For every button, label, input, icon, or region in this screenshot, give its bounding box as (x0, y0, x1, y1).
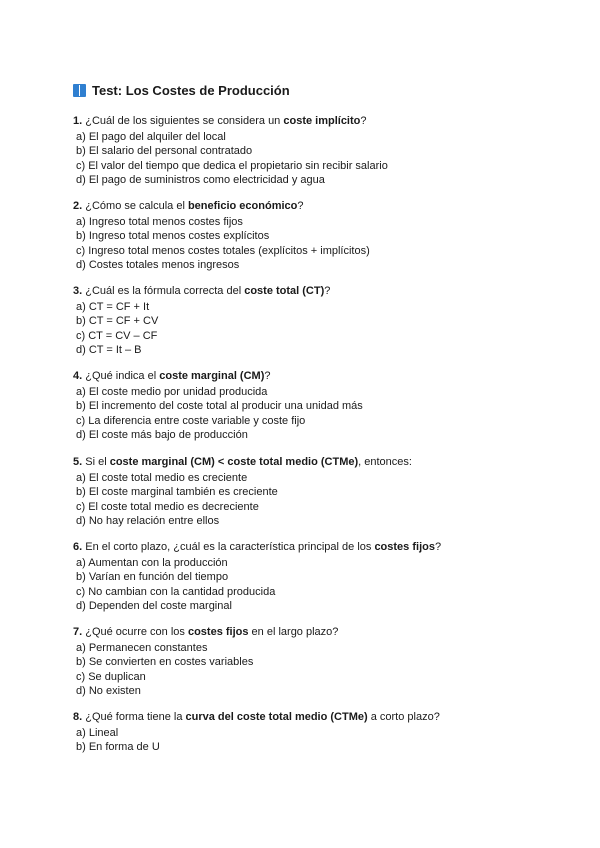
question-6 (73, 540, 573, 614)
question-text: Si el (82, 456, 110, 468)
question-number: 6. (73, 541, 83, 553)
question-text-end: , entonces: (358, 456, 412, 468)
test-title (73, 83, 290, 98)
question-5 (73, 455, 573, 529)
question-stem (73, 284, 573, 299)
question-text: En el corto plazo, ¿cuál es la característica principal de los (82, 541, 375, 553)
question-keyterm: coste marginal (CM) < coste total medio (CTMe) (109, 456, 359, 468)
question-number: 1. (73, 115, 83, 127)
question-number: 3. (73, 285, 83, 297)
option-d[interactable]: d) No hay relación entre ellos (76, 515, 220, 528)
question-text: ¿Cuál de los siguientes se considera un (82, 115, 284, 127)
question-keyterm: beneficio económico (187, 200, 298, 212)
question-3 (73, 284, 573, 358)
option-b[interactable]: b) En forma de U (76, 741, 160, 754)
question-keyterm: coste total (CT) (244, 285, 325, 297)
question-stem (73, 710, 573, 725)
question-number: 7. (73, 626, 83, 638)
option-d[interactable]: d) El pago de suministros como electricidad y agua (76, 174, 325, 187)
option-b[interactable]: b) Se convierten en costes variables (76, 656, 254, 669)
question-text-end: en el largo plazo? (248, 626, 339, 638)
question-text-end: ? (324, 285, 331, 297)
test-title-text: Test: Los Costes de Producción (92, 83, 290, 98)
option-a[interactable]: a) El pago del alquiler del local (76, 130, 226, 143)
question-stem (73, 369, 573, 384)
question-text: ¿Qué forma tiene la (82, 711, 186, 723)
question-keyterm: costes fijos (187, 626, 249, 638)
question-stem (73, 114, 573, 129)
question-4 (73, 369, 573, 443)
option-c[interactable]: c) La diferencia entre coste variable y coste fijo (76, 414, 306, 427)
book-icon (73, 84, 86, 97)
question-stem (73, 455, 573, 470)
question-number: 8. (73, 711, 83, 723)
option-c[interactable]: c) No cambian con la cantidad producida (76, 585, 276, 598)
question-stem (73, 199, 573, 214)
option-c[interactable]: c) El coste total medio es decreciente (76, 500, 259, 513)
option-c[interactable]: c) Ingreso total menos costes totales (explícitos + implícitos) (76, 244, 370, 257)
option-d[interactable]: d) CT = It – B (76, 344, 142, 357)
option-b[interactable]: b) Ingreso total menos costes explícitos (76, 230, 270, 243)
question-number: 4. (73, 370, 83, 382)
question-keyterm: coste marginal (CM) (159, 370, 265, 382)
question-text-end: ? (264, 370, 271, 382)
option-c[interactable]: c) CT = CV – CF (76, 329, 158, 342)
option-b[interactable]: b) CT = CF + CV (76, 315, 159, 328)
question-keyterm: curva del coste total medio (CTMe) (185, 711, 368, 723)
question-text-end: ? (297, 200, 304, 212)
question-2 (73, 199, 573, 273)
question-text-end: ? (360, 115, 367, 127)
question-text-end: a corto plazo? (367, 711, 440, 723)
option-b[interactable]: b) El salario del personal contratado (76, 145, 253, 158)
question-7 (73, 625, 573, 699)
option-a[interactable]: a) El coste total medio es creciente (76, 471, 248, 484)
option-a[interactable]: a) CT = CF + It (76, 300, 150, 313)
question-number: 2. (73, 200, 83, 212)
question-keyterm: coste implícito (283, 115, 361, 127)
option-a[interactable]: a) Permanecen constantes (76, 641, 208, 654)
option-d[interactable]: d) No existen (76, 685, 141, 698)
option-a[interactable]: a) El coste medio por unidad producida (76, 385, 268, 398)
question-text-end: ? (434, 541, 442, 553)
question-text: ¿Cómo se calcula el (82, 200, 188, 212)
option-a[interactable]: a) Ingreso total menos costes fijos (76, 215, 243, 228)
question-text: ¿Qué ocurre con los (82, 626, 188, 638)
option-b[interactable]: b) El coste marginal también es creciente (76, 486, 278, 499)
question-8 (73, 710, 573, 755)
question-text: ¿Cuál es la fórmula correcta del (82, 285, 245, 297)
option-c[interactable]: c) El valor del tiempo que dedica el propietario sin recibir salario (76, 159, 388, 172)
option-b[interactable]: b) El incremento del coste total al producir una unidad más (76, 400, 363, 413)
option-d[interactable]: d) El coste más bajo de producción (76, 429, 248, 442)
question-stem (73, 625, 573, 640)
question-number: 5. (73, 456, 83, 468)
question-1 (73, 114, 573, 188)
question-keyterm: costes fijos (374, 541, 435, 553)
option-d[interactable]: d) Costes totales menos ingresos (76, 259, 240, 272)
question-stem (73, 540, 573, 555)
option-b[interactable]: b) Varían en función del tiempo (76, 571, 229, 584)
option-a[interactable]: a) Lineal (76, 726, 119, 739)
question-text: ¿Qué indica el (82, 370, 160, 382)
option-c[interactable]: c) Se duplican (76, 670, 146, 683)
option-a[interactable]: a) Aumentan con la producción (76, 556, 228, 569)
option-d[interactable]: d) Dependen del coste marginal (76, 600, 232, 613)
